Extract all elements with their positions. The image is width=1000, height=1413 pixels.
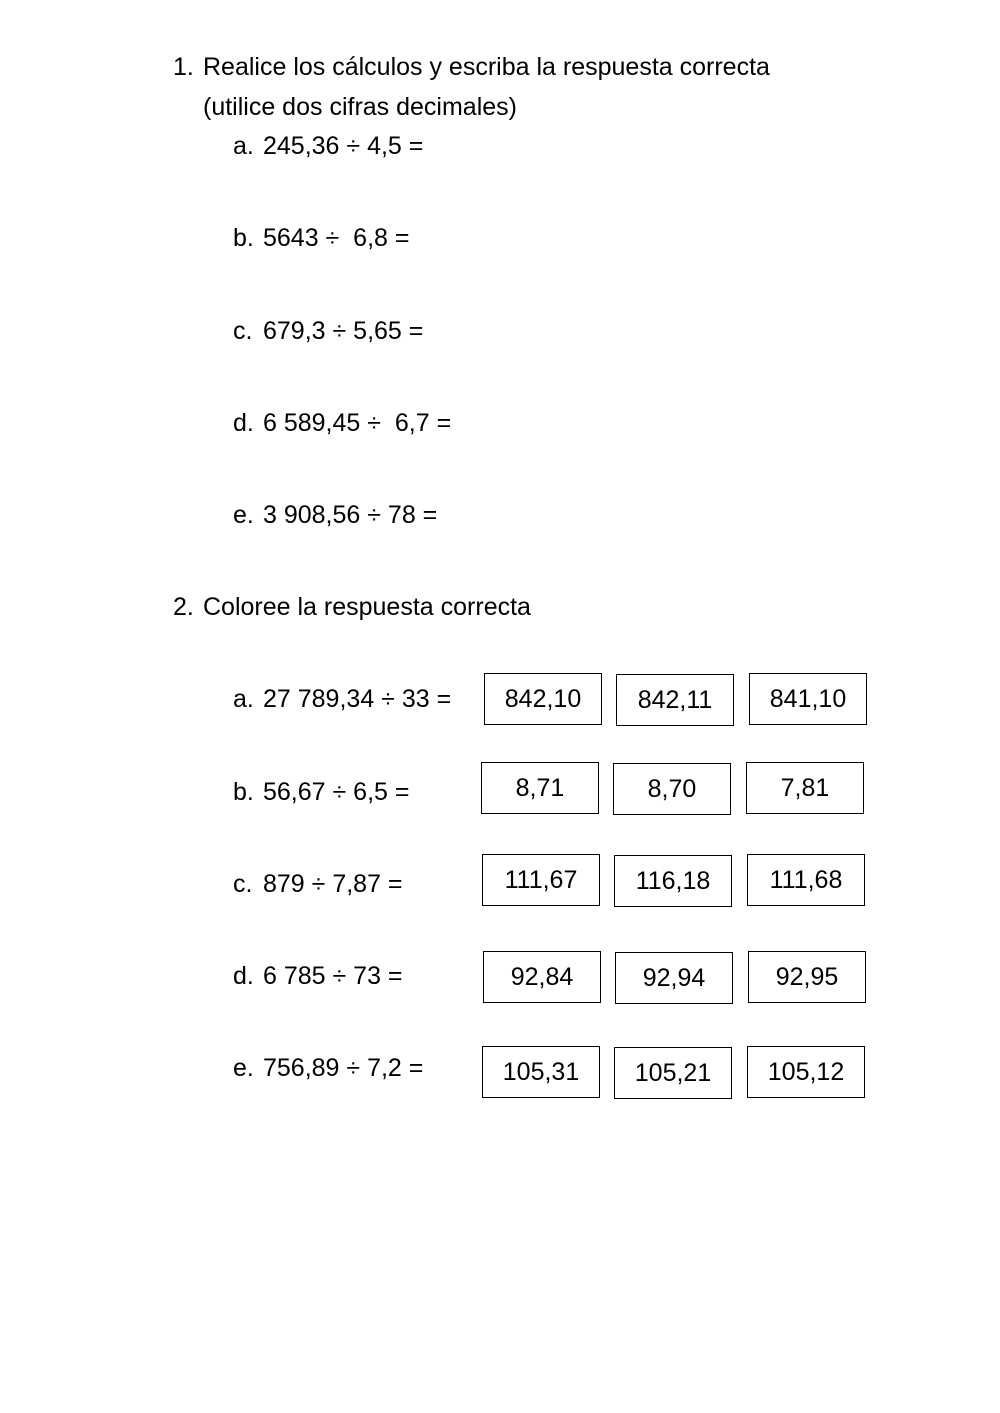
q2-b-option-3[interactable]: 7,81 bbox=[746, 762, 864, 814]
q2-item-a-label: a. bbox=[233, 685, 254, 713]
q1-item-c-label: c. bbox=[233, 317, 253, 345]
q2-item-e-expr: 756,89 ÷ 7,2 = bbox=[263, 1054, 424, 1082]
q2-e-option-2[interactable]: 105,21 bbox=[614, 1047, 732, 1099]
q2-item-c-label: c. bbox=[233, 870, 253, 898]
q2-item-d-expr: 6 785 ÷ 73 = bbox=[263, 962, 403, 990]
q2-e-option-1[interactable]: 105,31 bbox=[482, 1046, 600, 1098]
q2-item-b-label: b. bbox=[233, 778, 254, 806]
q2-a-option-3[interactable]: 841,10 bbox=[749, 673, 867, 725]
q2-item-b-expr: 56,67 ÷ 6,5 = bbox=[263, 778, 410, 806]
q1-item-e-label: e. bbox=[233, 501, 254, 529]
q2-c-option-2[interactable]: 116,18 bbox=[614, 855, 732, 907]
q2-d-option-2[interactable]: 92,94 bbox=[615, 952, 733, 1004]
q2-e-option-3[interactable]: 105,12 bbox=[747, 1046, 865, 1098]
q1-item-e-expr: 3 908,56 ÷ 78 = bbox=[263, 501, 438, 529]
q1-instruction-line1: Realice los cálculos y escriba la respuesta correcta bbox=[203, 53, 770, 81]
q2-item-c-expr: 879 ÷ 7,87 = bbox=[263, 870, 403, 898]
q2-number: 2. bbox=[173, 593, 194, 621]
q2-c-option-1[interactable]: 111,67 bbox=[482, 854, 600, 906]
q2-item-d-label: d. bbox=[233, 962, 254, 990]
q2-c-option-3[interactable]: 111,68 bbox=[747, 854, 865, 906]
q2-b-option-2[interactable]: 8,70 bbox=[613, 763, 731, 815]
q1-item-b-label: b. bbox=[233, 224, 254, 252]
q1-number: 1. bbox=[173, 53, 194, 81]
q2-a-option-2[interactable]: 842,11 bbox=[616, 674, 734, 726]
q2-b-option-1[interactable]: 8,71 bbox=[481, 762, 599, 814]
q1-item-d-label: d. bbox=[233, 409, 254, 437]
q2-d-option-3[interactable]: 92,95 bbox=[748, 951, 866, 1003]
q2-item-e-label: e. bbox=[233, 1054, 254, 1082]
q1-item-a-label: a. bbox=[233, 132, 254, 160]
q2-item-a-expr: 27 789,34 ÷ 33 = bbox=[263, 685, 452, 713]
q1-item-c-expr: 679,3 ÷ 5,65 = bbox=[263, 317, 424, 345]
q1-item-b-expr: 5643 ÷ 6,8 = bbox=[263, 224, 410, 252]
q1-item-a-expr: 245,36 ÷ 4,5 = bbox=[263, 132, 424, 160]
q2-instruction: Coloree la respuesta correcta bbox=[203, 593, 531, 621]
q1-instruction-line2: (utilice dos cifras decimales) bbox=[203, 93, 517, 121]
q2-d-option-1[interactable]: 92,84 bbox=[483, 951, 601, 1003]
q2-a-option-1[interactable]: 842,10 bbox=[484, 673, 602, 725]
q1-item-d-expr: 6 589,45 ÷ 6,7 = bbox=[263, 409, 452, 437]
